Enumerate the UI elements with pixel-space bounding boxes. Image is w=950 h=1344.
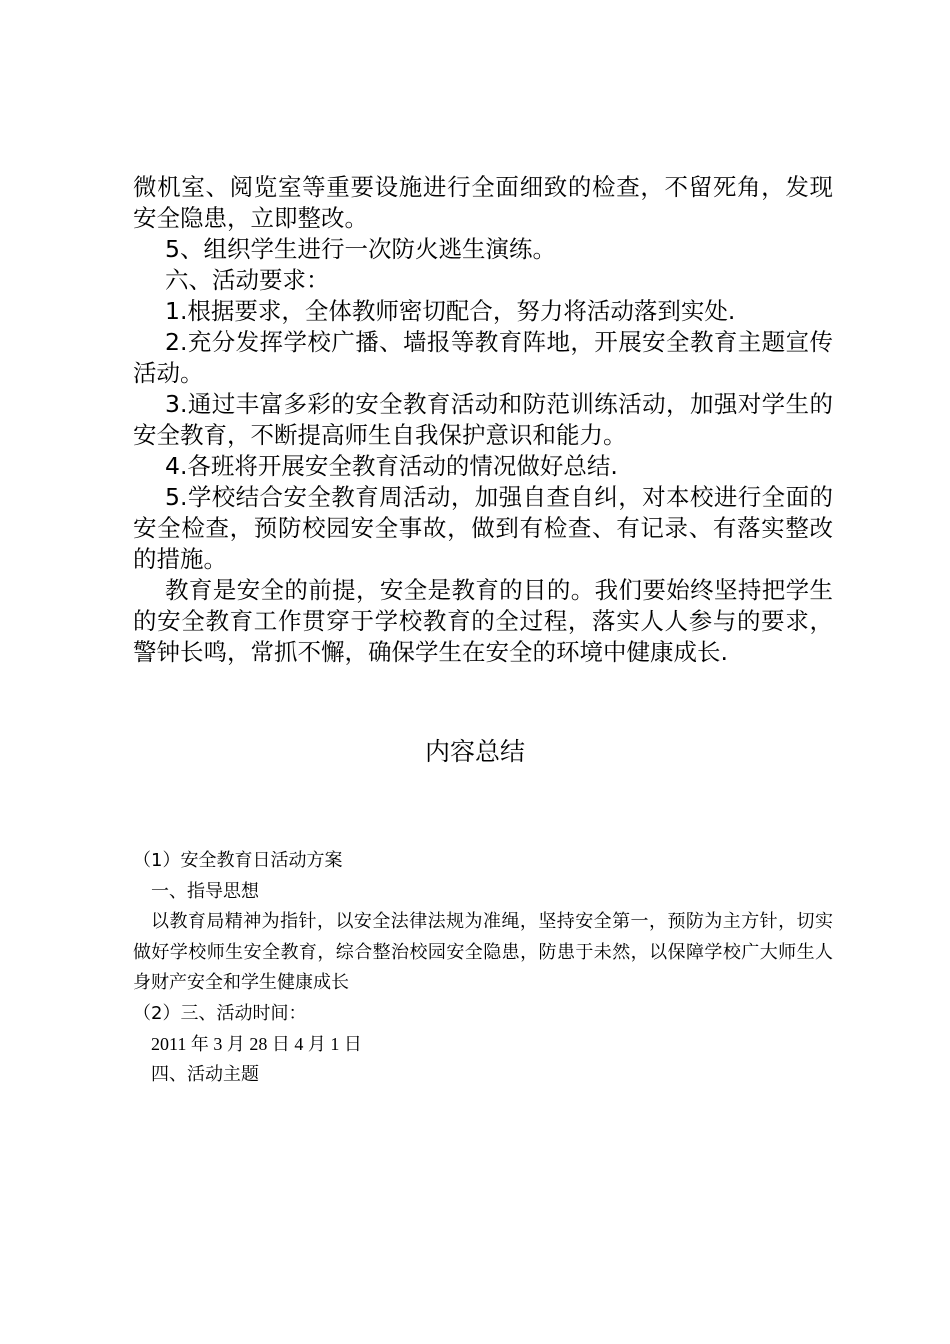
section-heading-requirements: 六、活动要求： [165, 266, 330, 294]
paragraph-conclusion: 教育是安全的前提，安全是教育的目的。我们要始终坚持把学生的安全教育工作贯穿于学校教育的全过程，落实人人参与的要求，警钟长鸣，常抓不懈，确保学生在安全的环境中健康成长. [133, 576, 833, 666]
summary-line-date: 2011 年 3 月 28 日 4 月 1 日 [151, 1034, 362, 1054]
requirement-item-1: 1.根据要求，全体教师密切配合，努力将活动落到实处. [165, 297, 736, 325]
summary-title: 内容总结 [424, 737, 525, 766]
summary-line-guiding-text: 以教育局精神为指针，以安全法律法规为准绳，坚持安全第一，预防为主方针，切实做好学校师生安全教育，综合整治校园安全隐患，防患于未然，以保障学校广大师生人身财产安全和学生健康成长 [133, 911, 833, 993]
requirement-item-5: 5.学校结合安全教育周活动，加强自查自纠，对本校进行全面的安全检查，预防校园安全事故，做到有检查、有记录、有落实整改的措施。 [133, 483, 833, 573]
paragraph-fire-drill: 5、组织学生进行一次防火逃生演练。 [165, 235, 556, 263]
requirement-item-3: 3.通过丰富多彩的安全教育活动和防范训练活动，加强对学生的安全教育，不断提高师生自我保护意识和能力。 [133, 390, 833, 449]
summary-line-activity-theme: 四、活动主题 [151, 1063, 259, 1085]
summary-section [133, 846, 833, 1090]
paragraph-inspection: 微机室、阅览室等重要设施进行全面细致的检查，不留死角，发现安全隐患，立即整改。 [133, 173, 833, 232]
document-body [133, 172, 833, 668]
requirement-item-2: 2.充分发挥学校广播、墙报等教育阵地，开展安全教育主题宣传活动。 [133, 328, 833, 387]
summary-line-plan: （1）安全教育日活动方案 [133, 850, 343, 871]
summary-line-guiding-thought: 一、指导思想 [151, 880, 259, 902]
requirement-item-4: 4.各班将开展安全教育活动的情况做好总结. [165, 452, 618, 480]
summary-line-activity-time: （2）三、活动时间： [133, 1002, 307, 1024]
